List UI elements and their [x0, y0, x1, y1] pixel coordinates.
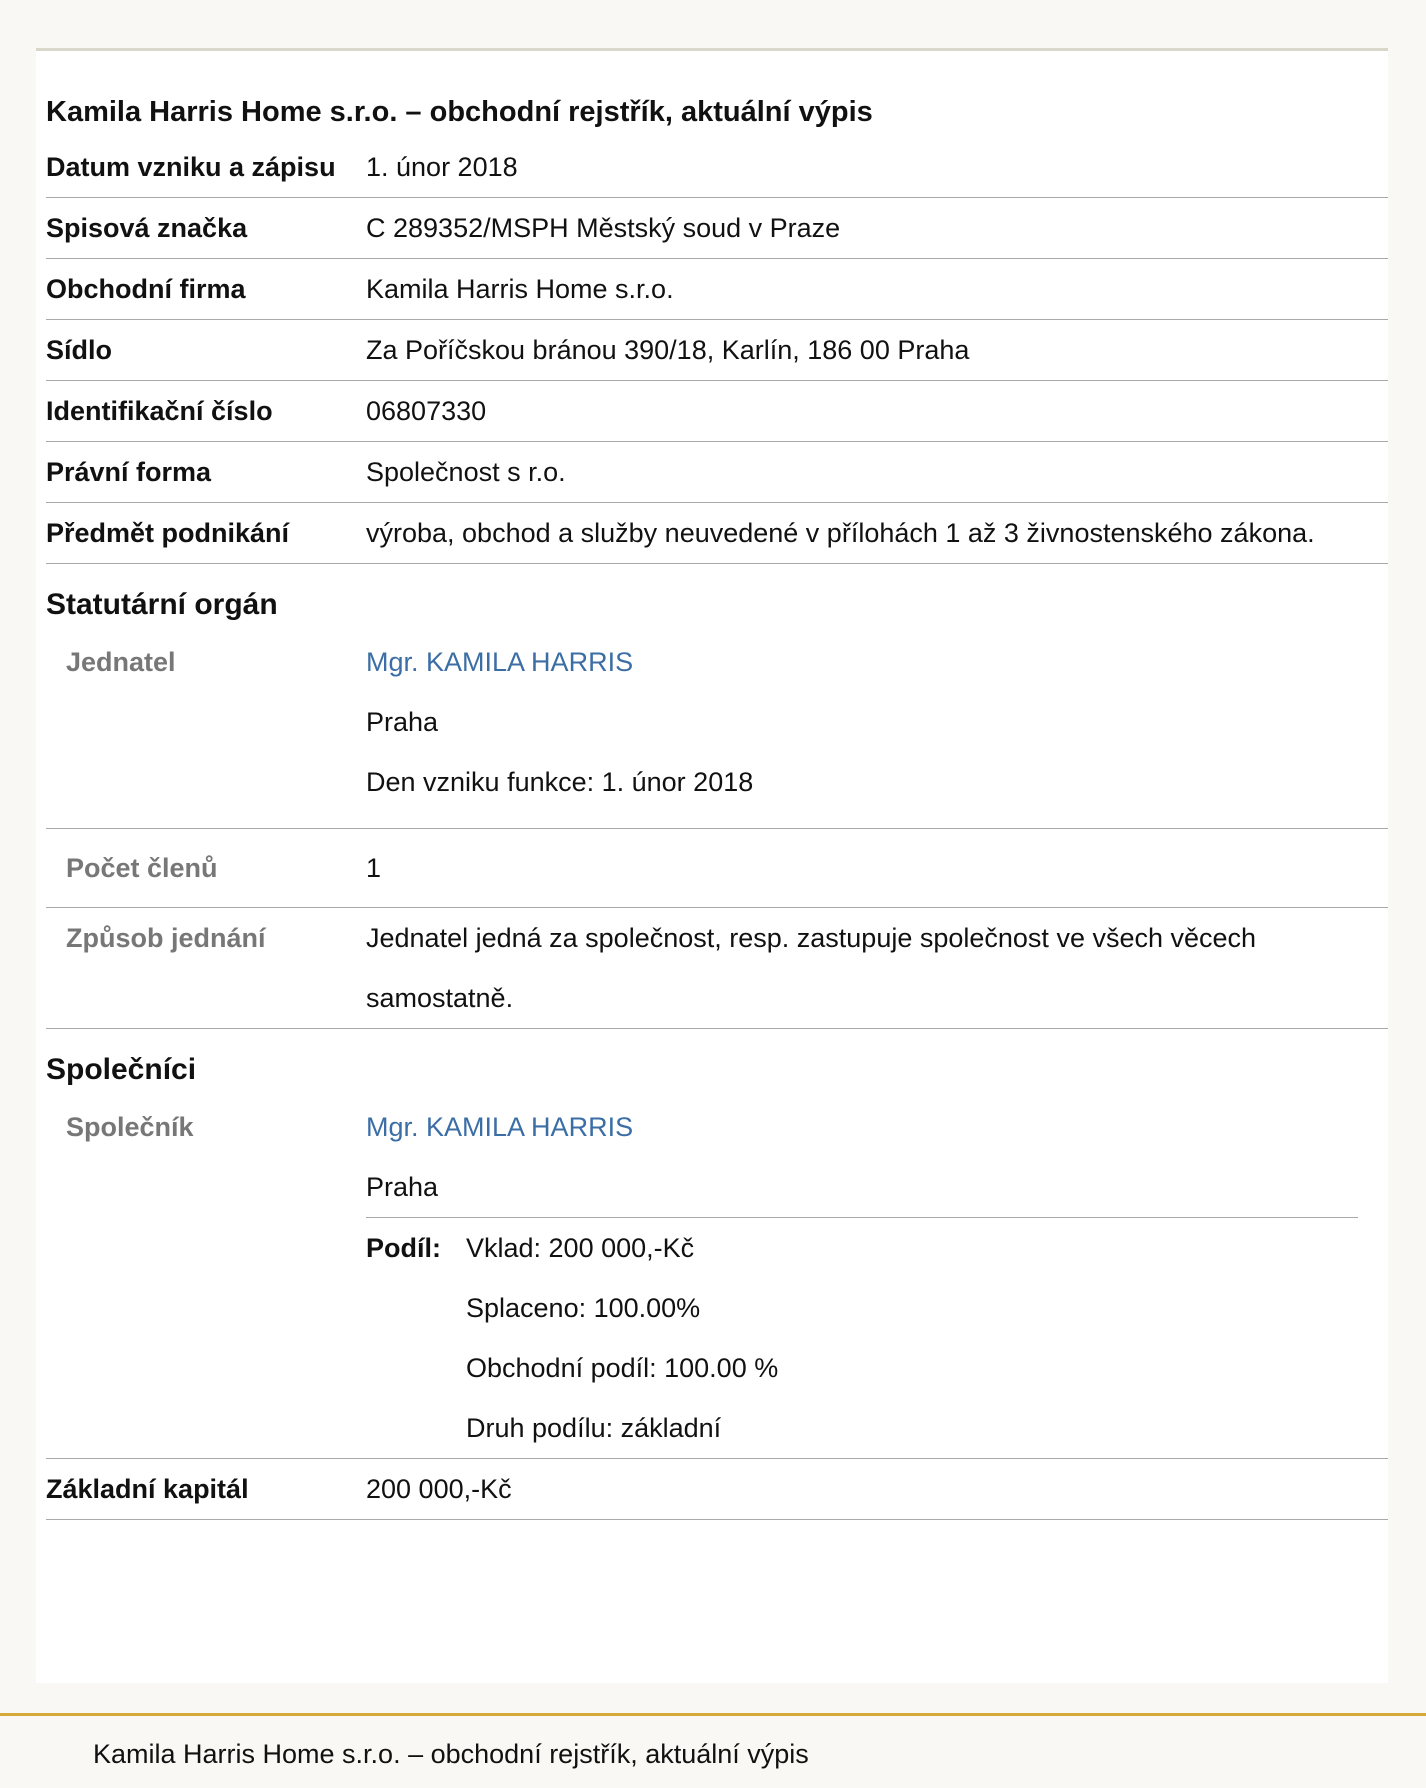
row-ico: [46, 381, 1388, 442]
row-value: Kamila Harris Home s.r.o.: [366, 274, 674, 304]
row-datum-vzniku: [46, 137, 1388, 198]
row-label: Základní kapitál: [46, 1474, 249, 1504]
row-label: Počet členů: [66, 853, 218, 883]
footer-bar: [0, 1713, 1426, 1788]
row-label: Obchodní firma: [46, 274, 246, 304]
row-value: 1: [366, 853, 382, 883]
row-zpusob-jednani: [46, 908, 1388, 1029]
podil-values: [466, 1218, 1358, 1458]
row-pocet-clenu: [46, 829, 1388, 908]
row-label: Společník: [66, 1112, 194, 1142]
registry-card: [36, 51, 1388, 1683]
row-pravni-forma: [46, 442, 1388, 503]
row-value: Společnost s r.o.: [366, 457, 566, 487]
row-sidlo: [46, 320, 1388, 381]
podil-druh: Druh podílu: základní: [466, 1413, 722, 1443]
row-value: Jednatel jedná za společnost, resp. zastupuje společnost ve všech věcech samostatně.: [366, 923, 1257, 1013]
row-value: 06807330: [366, 396, 487, 426]
row-obchodni-firma: [46, 259, 1388, 320]
row-value: [366, 1097, 1388, 1458]
footer-title: Kamila Harris Home s.r.o. – obchodní rejstřík, aktuální výpis: [93, 1739, 809, 1769]
person-city: Praha: [366, 707, 439, 737]
row-label: Spisová značka: [46, 213, 248, 243]
row-label: Předmět podnikání: [46, 518, 290, 548]
row-spisova-znacka: [46, 198, 1388, 259]
row-jednatel: [46, 632, 1388, 829]
person-city: Praha: [366, 1172, 439, 1202]
function-since: Den vzniku funkce: 1. únor 2018: [366, 767, 754, 797]
row-label: Způsob jednání: [66, 923, 266, 953]
row-value: 200 000,-Kč: [366, 1474, 512, 1504]
row-value: výroba, obchod a služby neuvedené v přílohách 1 až 3 živnostenského zákona.: [366, 518, 1315, 548]
row-spacer: [366, 812, 1388, 828]
podil-splaceno: Splaceno: 100.00%: [466, 1293, 701, 1323]
row-value: [366, 632, 1388, 828]
podil-block: [366, 1217, 1358, 1458]
person-link[interactable]: Mgr. KAMILA HARRIS: [366, 647, 634, 677]
row-label: Sídlo: [46, 335, 112, 365]
row-label: Jednatel: [66, 647, 176, 677]
row-spolecnik: [46, 1097, 1388, 1459]
podil-obchodni: Obchodní podíl: 100.00 %: [466, 1353, 779, 1383]
section-heading-statutarni: Statutární orgán: [46, 588, 278, 621]
row-zakladni-kapital: [46, 1459, 1388, 1520]
row-value: 1. únor 2018: [366, 152, 518, 182]
page-title: Kamila Harris Home s.r.o. – obchodní rejstřík, aktuální výpis: [46, 96, 873, 128]
row-predmet-podnikani: [46, 503, 1388, 564]
row-value: C 289352/MSPH Městský soud v Praze: [366, 213, 841, 243]
row-label: Identifikační číslo: [46, 396, 273, 426]
podil-label: Podíl:: [366, 1233, 441, 1263]
row-label: Právní forma: [46, 457, 212, 487]
section-heading-spolecnici: Společníci: [46, 1053, 197, 1086]
podil-vklad: Vklad: 200 000,-Kč: [466, 1233, 695, 1263]
registry-content: [46, 91, 1388, 1520]
row-value: Za Poříčskou bránou 390/18, Karlín, 186 00 Praha: [366, 335, 970, 365]
person-link[interactable]: Mgr. KAMILA HARRIS: [366, 1112, 634, 1142]
row-label: Datum vzniku a zápisu: [46, 152, 336, 182]
